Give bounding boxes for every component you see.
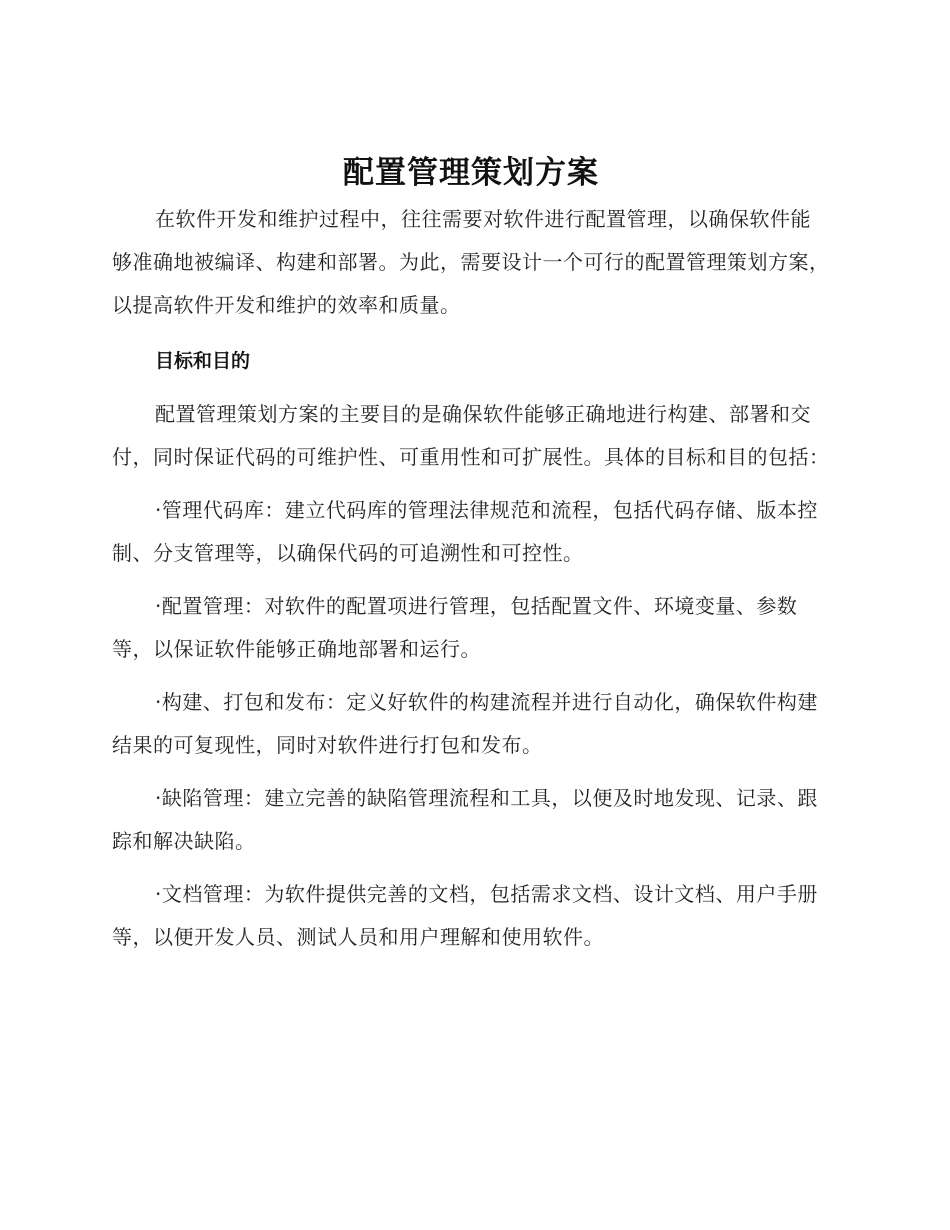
document-title: 配置管理策划方案 — [343, 155, 599, 191]
bullet-item-defect-management: ·缺陷管理：建立完善的缺陷管理流程和工具，以便及时地发现、记录、跟踪和解决缺陷。 — [112, 786, 818, 853]
section-heading: 目标和目的 — [155, 350, 251, 372]
bullet-item-config-management: ·配置管理：对软件的配置项进行管理，包括配置文件、环境变量、参数等，以保证软件能够正确地部署和运行。 — [112, 594, 798, 661]
bullet-item-build-release: ·构建、打包和发布：定义好软件的构建流程并进行自动化，确保软件构建结果的可复现性，同时对软件进行打包和发布。 — [112, 690, 818, 757]
intro-paragraph: 在软件开发和维护过程中，往往需要对软件进行配置管理，以确保软件能够准确地被编译、构建和部署。为此，需要设计一个可行的配置管理策划方案，以提高软件开发和维护的效率和质量。 — [112, 207, 830, 317]
section-paragraph: 配置管理策划方案的主要目的是确保软件能够正确地进行构建、部署和交付，同时保证代码的可维护性、可重用性和可扩展性。具体的目标和目的包括： — [112, 402, 830, 469]
document-body — [112, 150, 830, 959]
bullet-item-code-repo: ·管理代码库：建立代码库的管理法律规范和流程，包括代码存储、版本控制、分支管理等，以确保代码的可追溯性和可控性。 — [112, 498, 818, 565]
bullet-item-doc-management: ·文档管理：为软件提供完善的文档，包括需求文档、设计文档、用户手册等，以便开发人员、测试人员和用户理解和使用软件。 — [112, 882, 818, 949]
